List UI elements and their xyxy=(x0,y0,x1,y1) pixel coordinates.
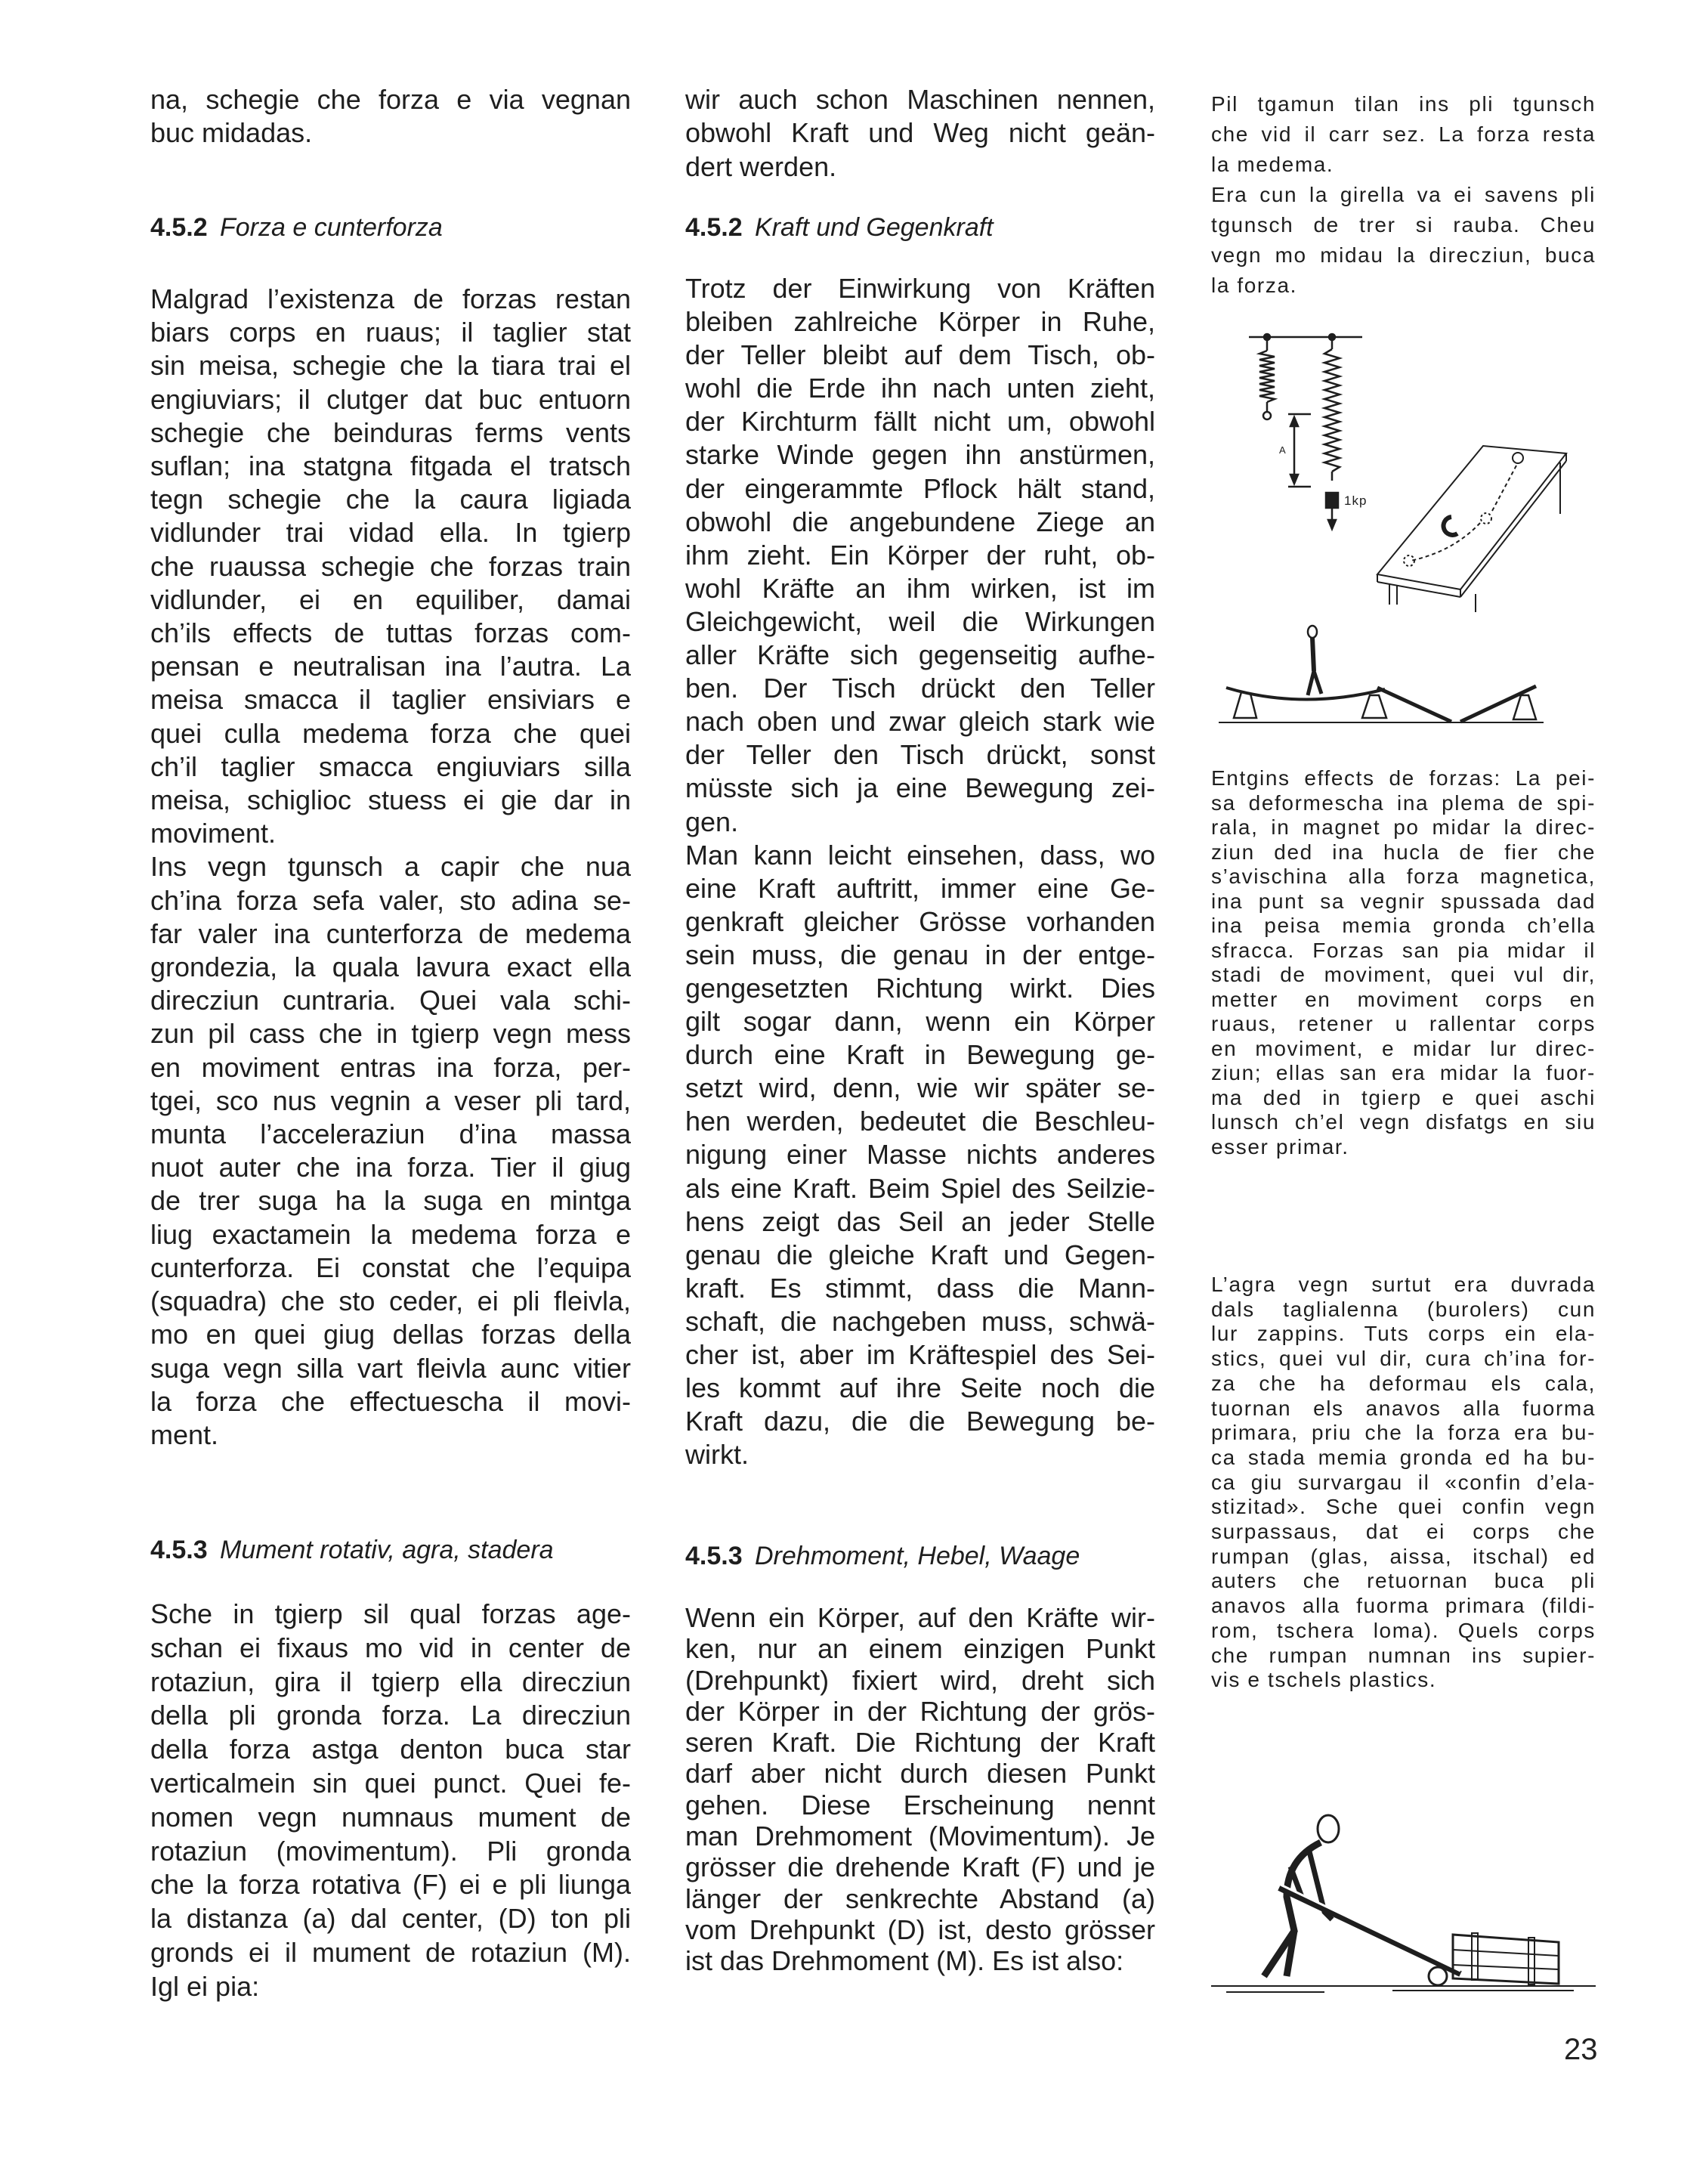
text-line: buc midadas. xyxy=(150,117,313,149)
text-line: lunsch ch’el vegn disfatgs en siu xyxy=(1211,1110,1596,1134)
text-line: ina peisa memia gronda ch’ella xyxy=(1211,914,1596,937)
middle-intro-paragraph xyxy=(685,83,1155,184)
text-line: schan ei fixaus mo vid in center de xyxy=(150,1632,631,1663)
bridge-balance-icon xyxy=(1219,626,1544,722)
section-title: Kraft und Gegenkraft xyxy=(755,213,994,242)
text-line: schegie che beinduras ferms vents xyxy=(150,416,631,448)
text-line: rom, tschera loma). Quels corps xyxy=(1211,1618,1596,1642)
text-line: che ruaussa schegie che forzas train xyxy=(150,550,631,582)
text-line: ist das Drehmoment (M). Es ist also: xyxy=(685,1945,1124,1977)
text-line: Gleichgewicht, weil die Wirkungen xyxy=(685,605,1155,637)
text-line: meisa, schiglioc stuess ei gie dar in xyxy=(150,784,631,816)
text-line: gen. xyxy=(685,806,739,837)
text-line: hens zeigt das Seil an jeder Stelle xyxy=(685,1205,1155,1237)
text-line: ben. Der Tisch drückt den Teller xyxy=(685,673,1155,704)
text-line: stics, quei vul dir, cura ch’ina for- xyxy=(1211,1347,1596,1371)
text-line: nach oben und zwar gleich stark wie xyxy=(685,706,1155,738)
text-line: rumpan (glas, aissa, itschal) ed xyxy=(1211,1544,1596,1568)
text-line: obwohl die angebundene Ziege an xyxy=(685,506,1155,537)
text-line: der Kirchturm fällt nicht um, obwohl xyxy=(685,406,1155,438)
text-line: mo en quei giug dellas forzas della xyxy=(150,1319,631,1350)
text-line: nomen vegn numnaus mument de xyxy=(150,1801,631,1833)
text-line: Ins vegn tgunsch a capir che nua xyxy=(150,851,631,883)
text-line: sein muss, die genau in der entge- xyxy=(685,939,1155,970)
text-line: munta l’acceleraziun d’ina massa xyxy=(150,1118,631,1150)
text-line: vis e tschels plastics. xyxy=(1211,1668,1437,1692)
text-line: genau die gleiche Kraft und Gegen- xyxy=(685,1239,1155,1270)
section-heading-452-romansh xyxy=(150,213,443,243)
forces-caption xyxy=(1211,766,1596,1159)
left-body-453 xyxy=(150,1598,631,2004)
text-line: vidlunder, ei en equiliber, damai xyxy=(150,583,631,615)
text-line: quei culla medema forza che quei xyxy=(150,717,631,749)
text-line: pensan e neutralisan ina l’autra. La xyxy=(150,651,631,682)
text-line: cher ist, aber im Kräftespiel des Sei- xyxy=(685,1339,1155,1370)
text-line: direcziun cuntraria. Quei vala schi- xyxy=(150,985,631,1016)
text-line: (squadra) che sto ceder, ei pli fleivla, xyxy=(150,1285,631,1317)
text-line: en moviment, e midar lur direc- xyxy=(1211,1036,1596,1060)
man-with-lever-icon xyxy=(1211,1815,1596,1992)
text-line: gengesetzten Richtung wirkt. Dies xyxy=(685,972,1155,1004)
text-line: sfracca. Forzas san pia midar il xyxy=(1211,938,1596,962)
text-line: verticalmein sin quei punct. Quei fe- xyxy=(150,1767,631,1799)
text-line: nuot auter che ina forza. Tier il giug xyxy=(150,1152,631,1183)
text-line: grondezia, la quala lavura exact ella xyxy=(150,951,631,983)
section-title: Drehmoment, Hebel, Waage xyxy=(755,1542,1080,1570)
text-line: zun pil cass che in tgierp vegn mess xyxy=(150,1018,631,1050)
middle-body-452 xyxy=(685,272,1155,1471)
text-line: cunterforza. Ei constat che l’equipa xyxy=(150,1251,631,1283)
section-heading-453-german xyxy=(685,1542,1080,1571)
text-line: Sche in tgierp sil qual forzas age- xyxy=(150,1598,631,1629)
text-line: liug exactamein la medema forza e xyxy=(150,1218,631,1250)
text-line: der Körper in der Richtung der grös- xyxy=(685,1695,1155,1727)
text-line: kraft. Es stimmt, dass die Mann- xyxy=(685,1272,1155,1304)
section-number: 4.5.3 xyxy=(150,1536,208,1564)
text-line: Trotz der Einwirkung von Kräften xyxy=(685,273,1155,304)
left-intro-paragraph xyxy=(150,83,631,150)
text-line: als eine Kraft. Beim Spiel des Seilzie- xyxy=(685,1172,1155,1204)
text-line: dals taglialenna (burolers) cun xyxy=(1211,1297,1596,1321)
distance-label: A xyxy=(1279,444,1287,456)
text-line: grösser die drehende Kraft (F) und je xyxy=(685,1851,1155,1883)
text-line: vidlunder trai vidad ella. In tgierp xyxy=(150,517,631,549)
text-line: la forza. xyxy=(1211,274,1297,297)
text-line: darf aber nicht durch diesen Punkt xyxy=(685,1758,1155,1790)
text-line: ment. xyxy=(150,1418,219,1450)
text-line: stadi de moviment, quei vul dir, xyxy=(1211,963,1596,986)
text-line: ziun ded ina hucla de fier che xyxy=(1211,840,1596,864)
text-line: gilt sogar dann, wenn ein Körper xyxy=(685,1006,1155,1038)
right-top-paragraph xyxy=(1211,89,1596,301)
text-line: ken, nur an einem einzigen Punkt xyxy=(685,1633,1155,1665)
text-line: wohl Kräfte an ihm wirken, ist im xyxy=(685,572,1155,604)
text-line: rala, in magnet po midar la direc- xyxy=(1211,815,1596,839)
text-line: vom Drehpunkt (D) ist, desto grösser xyxy=(685,1913,1155,1945)
text-line: schaft, die nachgeben muss, schwä- xyxy=(685,1305,1155,1337)
left-body-452 xyxy=(150,283,631,1452)
text-line: moviment. xyxy=(150,818,277,849)
text-line: la forza che effectuescha il movi- xyxy=(150,1385,631,1417)
text-line: ca stada memia gronda ed ha bu- xyxy=(1211,1445,1596,1469)
text-line: biars corps en ruaus; il taglier stat xyxy=(150,317,631,348)
tilted-table-magnet-icon xyxy=(1377,446,1566,612)
text-line: la medema. xyxy=(1211,153,1334,176)
text-line: che vid il carr sez. La forza resta xyxy=(1211,122,1596,146)
text-line: ch’il taglier smacca engiuviars silla xyxy=(150,750,631,782)
text-line: man Drehmoment (Movimentum). Je xyxy=(685,1821,1155,1852)
text-line: ziun; ellas san era midar la fuor- xyxy=(1211,1061,1596,1084)
text-line: (Drehpunkt) fixiert wird, dreht sich xyxy=(685,1664,1155,1696)
text-line: tgunsch de trer si rauba. Cheu xyxy=(1211,213,1596,237)
text-line: sa deformescha ina plema de spi- xyxy=(1211,790,1596,815)
text-line: auters che retuornan buca pli xyxy=(1211,1569,1596,1593)
text-line: müsste sich ja eine Bewegung zei- xyxy=(685,772,1155,804)
text-line: na, schegie che forza e via vegnan xyxy=(150,84,631,115)
text-line: ch’ina forza sefa valer, sto adina se- xyxy=(150,884,631,916)
text-line: nigung einer Masse nichts anderes xyxy=(685,1139,1155,1171)
text-line: primara, priu che la forza era bu- xyxy=(1211,1421,1596,1445)
text-line: che la forza rotativa (F) ei e pli liunga xyxy=(150,1869,631,1901)
text-line: della forza astga denton buca star xyxy=(150,1734,631,1765)
lever-paragraph xyxy=(1211,1273,1596,1693)
lever-crate-illustration xyxy=(1211,1806,1596,1995)
text-line: L’agra vegn surtut era duvrada xyxy=(1211,1273,1596,1296)
text-line: Wenn ein Körper, auf den Kräfte wir- xyxy=(685,1602,1155,1633)
text-line: suflan; ina statgna fitgada el tratsch xyxy=(150,450,631,482)
text-line: che rumpan numnan ins supier- xyxy=(1211,1643,1596,1667)
text-line: engiuviars; il clutger dat buc entuorn xyxy=(150,383,631,415)
text-line: bleiben zahlreiche Körper in Ruhe, xyxy=(685,306,1155,338)
text-line: anavos alla fuorma primara (fildi- xyxy=(1211,1594,1596,1618)
section-number: 4.5.3 xyxy=(685,1542,743,1570)
text-line: Entgins effects de forzas: La pei- xyxy=(1211,766,1596,790)
text-line: la distanza (a) dal center, (D) ton pli xyxy=(150,1903,631,1935)
text-line: genkraft gleicher Grösse vorhanden xyxy=(685,905,1155,937)
section-heading-453-romansh xyxy=(150,1536,554,1565)
text-line: dert werden. xyxy=(685,150,837,182)
text-line: ruaus, retener u rallentar corps xyxy=(1211,1012,1596,1035)
text-line: rotaziun (movimentum). Pli gronda xyxy=(150,1835,631,1867)
text-line: de trer suga ha la suga en mintga xyxy=(150,1185,631,1217)
text-line: wirkt. xyxy=(685,1439,749,1471)
text-line: lur zappins. Tuts corps ein ela- xyxy=(1211,1322,1596,1346)
section-number: 4.5.2 xyxy=(685,213,743,242)
text-line: za che ha deformau els cala, xyxy=(1211,1371,1596,1395)
text-line: metter en moviment corps en xyxy=(1211,987,1596,1011)
text-line: wohl die Erde ihn nach unten zieht, xyxy=(685,373,1155,404)
section-title: Forza e cunterforza xyxy=(220,213,443,242)
text-line: der Teller bleibt auf dem Tisch, ob- xyxy=(685,339,1155,371)
text-line: tegn schegie che la caura ligiada xyxy=(150,484,631,515)
text-line: setzt wird, denn, wie wir später se- xyxy=(685,1072,1155,1104)
text-line: der Teller den Tisch drückt, sonst xyxy=(685,739,1155,771)
section-heading-452-german xyxy=(685,213,994,243)
text-line: gehen. Diese Erscheinung nennt xyxy=(685,1789,1155,1821)
text-line: tuornan els anavos alla fuorma xyxy=(1211,1396,1596,1420)
text-line: durch eine Kraft in Bewegung ge- xyxy=(685,1039,1155,1071)
text-line: der eingerammte Pflock hält stand, xyxy=(685,472,1155,504)
text-line: Kraft dazu, die die Bewegung be- xyxy=(685,1406,1155,1437)
text-line: surpassaus, dat ei corps che xyxy=(1211,1520,1596,1544)
text-line: sin meisa, schegie che la tiara trai el xyxy=(150,350,631,382)
text-line: ch’ils effects de tuttas forzas com- xyxy=(150,617,631,649)
text-line: vegn mo midau la direcziun, buca xyxy=(1211,243,1596,267)
text-line: della pli gronda forza. La direcziun xyxy=(150,1700,631,1731)
text-line: ina punt sa vegnir spussada dad xyxy=(1211,889,1596,913)
text-line: tgei, sco nus vegnin a veser pli tard, xyxy=(150,1084,631,1116)
text-line: aller Kräfte sich gegenseitig aufhe- xyxy=(685,639,1155,671)
text-line: rotaziun, gira il tgierp ella direcziun xyxy=(150,1666,631,1697)
text-line: starke Winde gegen ihn anstürmen, xyxy=(685,439,1155,471)
text-line: obwohl Kraft und Weg nicht geän- xyxy=(685,117,1155,149)
text-line: seren Kraft. Die Richtung der Kraft xyxy=(685,1727,1155,1759)
text-line: en moviment entras ina forza, per- xyxy=(150,1051,631,1083)
text-line: esser primar. xyxy=(1211,1134,1349,1159)
text-line: ca giu survargau il «confin d’ela- xyxy=(1211,1470,1596,1494)
text-line: les kommt auf ihre Seite noch die xyxy=(685,1372,1155,1404)
section-number: 4.5.2 xyxy=(150,213,208,242)
text-line: länger der senkrechte Abstand (a) xyxy=(685,1882,1155,1914)
text-line: meisa smacca il taglier ensiviars e xyxy=(150,684,631,716)
section-title: Mument rotativ, agra, stadera xyxy=(220,1536,554,1564)
text-line: Era cun la girella va ei savens pli xyxy=(1211,183,1596,206)
text-line: far valer ina cunterforza de medema xyxy=(150,917,631,949)
text-line: wir auch schon Maschinen nennen, xyxy=(685,84,1155,115)
text-line: Pil tgamun tilan ins pli tgunsch xyxy=(1211,92,1596,116)
weight-label: 1kp xyxy=(1344,493,1368,508)
middle-body-453 xyxy=(685,1602,1155,1977)
text-line: suga vegn silla vart fleivla aunc vitier xyxy=(150,1352,631,1384)
text-line: gronds ei il mument de rotaziun (M). xyxy=(150,1936,631,1968)
text-line: ma ded in tgierp e quei aschi xyxy=(1211,1085,1596,1109)
text-line: stizitad». Sche quei confin vegn xyxy=(1211,1495,1596,1519)
text-line: hen werden, bedeutet die Beschleu- xyxy=(685,1106,1155,1137)
text-line: Malgrad l’existenza de forzas restan xyxy=(150,283,631,314)
forces-illustration xyxy=(1211,333,1596,741)
text-line: ihm zieht. Ein Körper der ruht, ob- xyxy=(685,539,1155,571)
text-line: Igl ei pia: xyxy=(150,1970,260,2002)
text-line: s’avischina alla forza magnetica, xyxy=(1211,865,1596,888)
text-line: eine Kraft auftritt, immer eine Ge- xyxy=(685,872,1155,904)
text-line: Man kann leicht einsehen, dass, wo xyxy=(685,839,1155,871)
page-number: 23 xyxy=(1564,2033,1598,2066)
